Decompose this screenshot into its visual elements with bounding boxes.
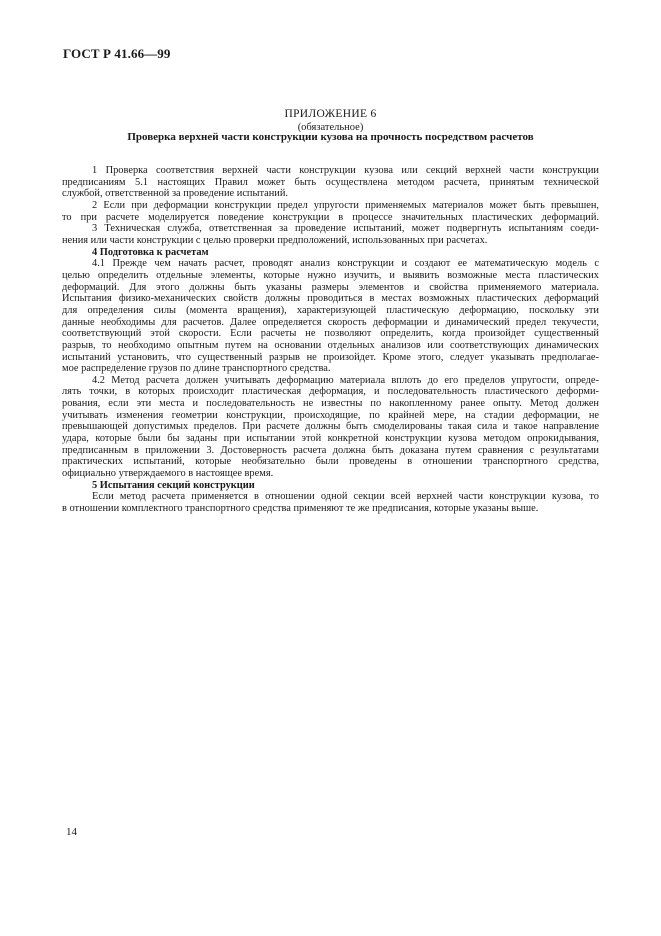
paragraph-line: рования, если эти места и последовательность не известны по накопленному ранее опыту. Метод должен xyxy=(62,398,599,410)
appendix-heading: Проверка верхней части конструкции кузова на прочность посредством расчетов xyxy=(127,131,534,143)
paragraph-line: в отношении комплектного транспортного средства применяют те же предписания, которые указаны выше. xyxy=(62,503,539,515)
paragraph-line: официально утверждаемого в настоящее время. xyxy=(62,468,274,480)
paragraph-line: службой, ответственной за проведение испытаний. xyxy=(62,188,289,200)
paragraph-line: предписаниям 5.1 настоящих Правил может быть осуществлена методом расчета, принятым технической xyxy=(62,176,599,188)
section-heading: 5 Испытания секций конструкции xyxy=(92,479,255,491)
paragraph-line: мое распределение грузов по длине транспортного средства. xyxy=(62,363,331,375)
appendix-subtitle: (обязательное) xyxy=(297,122,364,133)
paragraph-line: 3 Техническая служба, ответственная за проведение испытаний, может подвергнуть испытаниям соеди- xyxy=(92,223,599,235)
paragraph-line: 1 Проверка соответствия верхней части конструкции кузова или секций верхней части конструкции xyxy=(92,165,599,176)
paragraph-line: 2 Если при деформации конструкции предел упругости применяемых материалов может быть превышен, xyxy=(92,199,599,211)
paragraph-line: удара, которые были бы заданы при испытании этой конкретной конструкции кузова методом опрокидывания, xyxy=(62,433,599,445)
paragraph-line: целью определить отдельные элементы, которые нужно изучить, и выявить возможные места пластических xyxy=(62,269,599,281)
body-text xyxy=(62,165,599,515)
paragraph-line: лять точки, в которых происходит пластическая деформация, и последовательность пластического деформи- xyxy=(62,386,599,398)
paragraph-line: испытаний установить, что существенный разрыв не произойдет. Кроме этого, следует указывать предполагае- xyxy=(62,351,599,363)
paragraph-line: разрыв, то необходимо опытным путем на основании отдельных анализов или соответствующих динамических xyxy=(62,339,599,351)
paragraph-line: практических испытаний, которые необязательно были проведены в отношении транспортного средства, xyxy=(62,456,599,468)
paragraph-line: то при расчете моделируется поведение конструкции в процессе значительных пластических деформаций. xyxy=(62,211,599,223)
page-number: 14 xyxy=(66,826,77,838)
paragraph-line: соответствующий этой скорости. Если расчеты не позволяют определить, когда произойдет существенный xyxy=(62,328,599,340)
paragraph-line: Испытания физико-механических свойств должны проводиться в местах возможных пластических деформаций xyxy=(62,293,599,305)
paragraph-line: данные необходимы для расчетов. Далее определяется скорость деформации и динамический предел текучести, xyxy=(62,316,599,328)
paragraph-line: 4.2 Метод расчета должен учитывать деформацию материала вплоть до его пределов упругости, опреде- xyxy=(92,374,599,386)
paragraph-line: Если метод расчета применяется в отношении одной секции всей верхней части конструкции кузова, то xyxy=(92,491,599,503)
paragraph-line: превышающей допустимых пределов. При расчете должны быть смоделированы такая сила и такое направление xyxy=(62,421,599,433)
paragraph-line: для определения силы (момента вращения), характеризующей пластическую деформацию, поскольку эти xyxy=(62,304,599,316)
section-heading: 4 Подготовка к расчетам xyxy=(92,246,209,258)
paragraph-line: учитывать изменения геометрии конструкции, происходящие, по крайней мере, на стадии деформации, не xyxy=(62,409,599,421)
document-code: ГОСТ Р 41.66—99 xyxy=(63,46,171,61)
appendix-title: ПРИЛОЖЕНИЕ 6 xyxy=(284,108,377,120)
paragraph-line: 4.1 Прежде чем начать расчет, проводят анализ конструкции и создают ее математическую модель с xyxy=(92,258,599,270)
paragraph-line: деформаций. Для этого должны быть указаны размеры элементов и свойства применяемого материала. xyxy=(62,281,599,293)
paragraph-line: нения или части конструкции с целью проверки предположений, использованных при расчетах. xyxy=(62,234,488,246)
paragraph-line: предписанным в приложении 3. Достоверность расчета должна быть доказана путем сравнения с результатами xyxy=(62,444,599,456)
